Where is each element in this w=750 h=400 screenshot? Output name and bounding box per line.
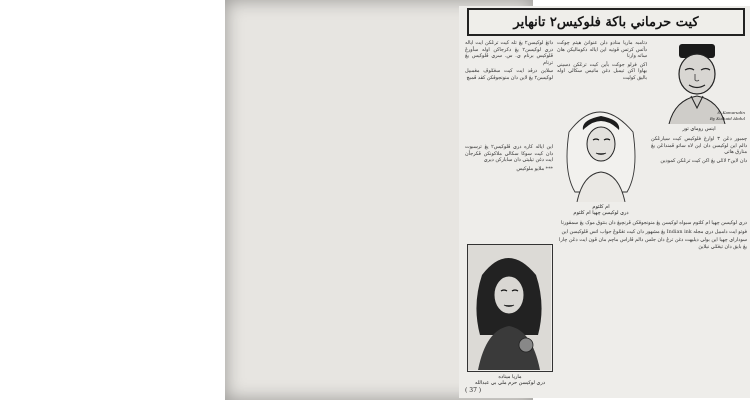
portrait-signature: S. Kamarudin <box>717 110 745 115</box>
caption-name: ماريا ميناده <box>498 374 522 380</box>
paragraph: دان لاين٢ لاݢي يڠ اكن كيت ترڠكن كمودين <box>660 157 747 164</box>
portrait-female-bottom-drawing <box>468 245 551 370</box>
paragraph: چمبور دڠن ٣ اوارغ فلوكيس كيت سيارڠكن دالم اين لوكيسن دان اين لاه ساتو ڤمنداڠن يڠ منارق هاتي <box>651 136 747 156</box>
text-column-left-top <box>465 40 553 140</box>
portrait-female-bottom-caption <box>467 374 553 386</box>
page-title: كيت حرماني باكة فلوكيس٢ تانهاير <box>513 14 699 30</box>
paragraph: سلاين درڤد ايت كيت سڠݢوڤ مڠمبيل لوكيسن٢ يڠ لاين دان منونجوقكن كڤد ڤمبچ <box>465 68 553 81</box>
paragraph: *** ملايو ملوكيس <box>516 165 553 172</box>
paragraph: دري لوكيسن چهيا ام كلثوم سبواه لوكيسن يڠ منونجوقكن ڤرنچيڠ دان بنتوق موک يڠ سمڤورنا <box>561 220 747 226</box>
caption-detail: دري لوكيسن چهيا ام كلثوم <box>573 210 629 216</box>
paragraph: اين اياله كاره دري ڤلوكيس٢ يڠ ترسبوت دان كيت سوكا سكالي ملاكونكن ڤكرجأن ايت دغن تيليتي دان ساباركن ديري <box>465 144 553 164</box>
paragraph: سوداراي چهيا اين بولي ديليهت دغن ترڠ دان جلس دالم ڤاراس ماچم مان ڤون ايت دڠن چارا يڠ بايق دان تيڠݢي نيلايڽ <box>559 237 747 250</box>
text-column-right-top <box>557 40 647 100</box>
portrait-female-bottom-frame <box>467 244 553 372</box>
page-number: ( 37 ) <box>465 387 482 394</box>
portrait-male-caption: اينس روماي تور <box>682 126 716 132</box>
portrait-female-center-caption <box>557 204 645 216</box>
portrait-male-frame <box>651 40 747 124</box>
paragraph: فوتو ايت دامبيل دري مجله Indian ink يڠ مشهور دان كيت تڠݢوڠ جواب اتس ڤلوكيسن اين <box>561 228 747 235</box>
text-column-left-mid <box>465 144 553 236</box>
caption-name: ام كلثوم <box>592 204 610 210</box>
caption-detail: دري لوكيسن حرم ملي بي عبدالله <box>474 380 546 386</box>
text-column-bottom-right <box>559 220 747 390</box>
paragraph: دتامبه ماريا منادو دلن عنوانڽ هيتم چوكت دأتس كرتس ڤوتيه اين اياله دكوماليكن هاڽ ساته وارنا <box>557 40 647 60</box>
portrait-signature-line2: By Kulhaid Abdul <box>709 116 745 121</box>
magazine-page <box>459 6 750 398</box>
portrait-female-center-frame <box>557 102 645 202</box>
scanned-page <box>225 0 747 400</box>
paragraph: اكن فرلو جوكت بأين كيت ترڠكن دسيني بهاوا اكن تيمبل دغن مانيس سكالي اوله باليق كوليت <box>557 61 647 81</box>
paragraph: داتڠ لوكيسن٢ يڠ تله كيت ترڠكن ايت اياله دري لوكيسن٢ يڠ دكرجاكن اوله سأورڠ ڤلوكيس برنام ي. س. سري ڤلوكيس يڠ ترنام <box>465 40 553 66</box>
title-banner <box>467 8 745 36</box>
portrait-female-center-drawing <box>557 102 645 202</box>
